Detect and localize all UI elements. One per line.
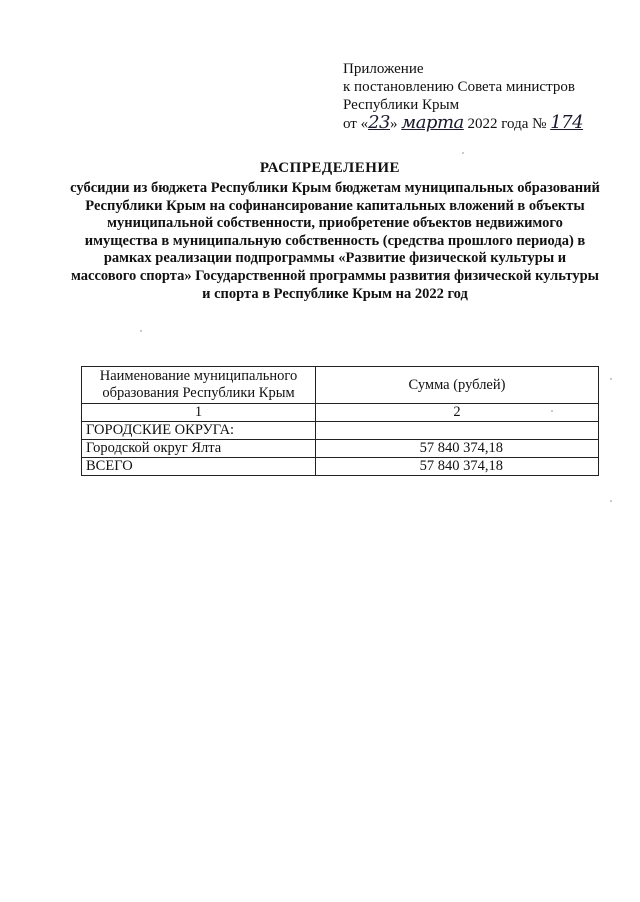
date-close-quote: »: [390, 116, 398, 132]
appendix-line-3: Республики Крым: [343, 97, 460, 113]
section-row: [82, 422, 599, 440]
handwritten-number: 174: [550, 112, 584, 133]
header-municipality: Наименование муниципального образования Республики Крым: [82, 367, 316, 404]
handwritten-month: марта: [401, 112, 464, 133]
total-amount: 57 840 374,18: [316, 458, 599, 476]
scan-speck: [551, 410, 553, 412]
index-col-2: 2: [316, 404, 599, 422]
handwritten-day: 23: [368, 112, 391, 133]
row-amount: 57 840 374,18: [316, 440, 599, 458]
total-row: [82, 458, 599, 476]
appendix-line-2: к постановлению Совета министров: [343, 79, 575, 95]
row-municipality: Городской округ Ялта: [82, 440, 316, 458]
distribution-table: [81, 366, 599, 476]
date-prefix: от «: [343, 116, 369, 132]
scan-speck: [140, 330, 142, 332]
scan-speck: [610, 378, 612, 380]
appendix-date-line: [343, 114, 583, 133]
section-empty-cell: [316, 422, 599, 440]
scan-speck: [610, 500, 612, 502]
total-label: ВСЕГО: [82, 458, 316, 476]
year-text: 2022 года №: [467, 116, 547, 132]
scan-speck: [462, 152, 464, 154]
appendix-block: [343, 60, 583, 133]
table-index-row: [82, 404, 599, 422]
section-label: ГОРОДСКИЕ ОКРУГА:: [82, 422, 316, 440]
index-col-1: 1: [82, 404, 316, 422]
document-subtitle: субсидии из бюджета Республики Крым бюджетам муниципальных образований Республики Крым на софинансирование капитальных вложений в объекты муниципальной собственности, приобретение объектов недвижимого имущества в муниципальную собственность (средства прошлого периода) в рамках реализации подпрограммы «Развитие физической культуры и массового спорта» Государственной программы развития физической культуры и спорта в Республике Крым на 2022 год: [70, 180, 600, 302]
document-title: РАСПРЕДЕЛЕНИЕ: [259, 160, 401, 176]
appendix-line-1: Приложение: [343, 61, 424, 77]
table-header-row: [82, 367, 599, 404]
header-amount: Сумма (рублей): [316, 367, 599, 404]
table-row: [82, 440, 599, 458]
